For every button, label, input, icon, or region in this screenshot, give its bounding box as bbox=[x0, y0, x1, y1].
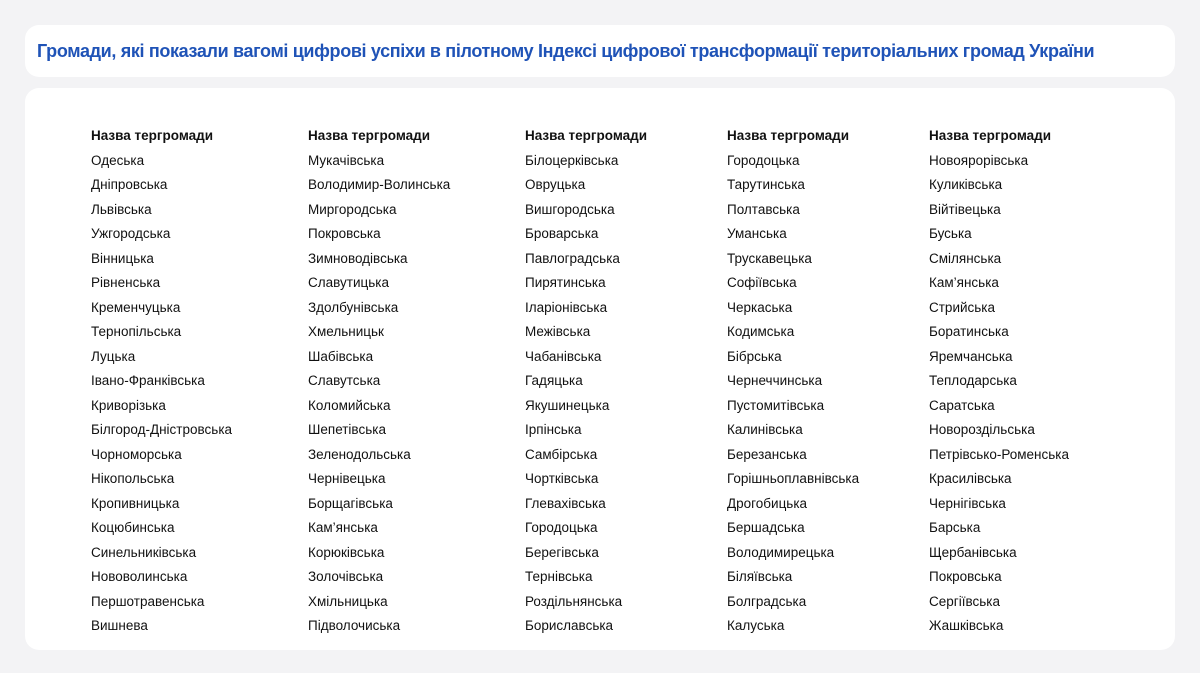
list-item: Володимир-Волинська bbox=[308, 177, 451, 192]
list-item: Чабанівська bbox=[525, 348, 602, 364]
list-item: Стрийська bbox=[929, 299, 996, 315]
list-item: Межівська bbox=[525, 324, 591, 339]
list-item: Уманська bbox=[727, 226, 787, 241]
list-item: Нововолинська bbox=[91, 569, 188, 584]
list-item: Трускавецька bbox=[727, 250, 812, 266]
communities-table bbox=[25, 88, 1175, 650]
list-item: Пустомитівська bbox=[727, 397, 825, 413]
list-item: Софіївська bbox=[727, 275, 797, 290]
list-item: Покровська bbox=[929, 569, 1002, 584]
list-item: Нікопольська bbox=[91, 471, 175, 486]
list-item: Синельниківська bbox=[91, 544, 197, 560]
list-item: Яремчанська bbox=[929, 348, 1013, 364]
list-item: Володимирецька bbox=[727, 544, 835, 560]
list-item: Новоярорівська bbox=[929, 152, 1029, 168]
list-item: Хмільницька bbox=[308, 593, 388, 609]
list-item: Зимноводівська bbox=[308, 250, 408, 266]
list-item: Хмельницьк bbox=[308, 324, 384, 339]
list-item: Калинівська bbox=[727, 422, 803, 437]
list-item: Чернеччинська bbox=[727, 373, 823, 388]
list-item: Городоцька bbox=[727, 152, 800, 168]
list-item: Гадяцька bbox=[525, 373, 583, 388]
list-item: Сергіївська bbox=[929, 593, 1000, 609]
list-item: Глевахівська bbox=[525, 495, 606, 511]
list-item: Луцька bbox=[91, 348, 136, 364]
list-item: Щербанівська bbox=[929, 544, 1017, 560]
list-item: Підволочиська bbox=[308, 618, 401, 633]
list-item: Березанська bbox=[727, 446, 807, 462]
list-item: Куликівська bbox=[929, 177, 1003, 192]
list-item: Зеленодольська bbox=[308, 446, 411, 462]
list-item: Покровська bbox=[308, 226, 381, 241]
title-card bbox=[25, 25, 1175, 77]
list-item: Тернівська bbox=[525, 569, 593, 584]
column-header: Назва тергромади bbox=[929, 128, 1052, 143]
column-2 bbox=[308, 125, 450, 640]
column-header: Назва тергромади bbox=[727, 128, 850, 143]
list-item: Болградська bbox=[727, 593, 807, 609]
list-item: Кодимська bbox=[727, 324, 795, 339]
list-item: Чорноморська bbox=[91, 446, 182, 462]
list-item: Бібрська bbox=[727, 348, 782, 364]
list-item: Чернігівська bbox=[929, 495, 1006, 511]
list-item: Біляївська bbox=[727, 569, 793, 584]
list-item: Чернівецька bbox=[308, 471, 386, 486]
list-item: Роздільнянська bbox=[525, 593, 623, 609]
list-item: Павлоградська bbox=[525, 250, 620, 266]
column-3 bbox=[525, 125, 647, 640]
list-item: Чортківська bbox=[525, 471, 599, 486]
list-item: Петрівсько-Роменська bbox=[929, 446, 1069, 462]
list-item: Львівська bbox=[91, 201, 152, 217]
list-item: Смілянська bbox=[929, 250, 1002, 266]
list-item: Саратська bbox=[929, 397, 995, 413]
column-header: Назва тергромади bbox=[525, 128, 648, 143]
list-item: Горішньоплавнівська bbox=[727, 471, 860, 486]
list-item: Буська bbox=[929, 226, 972, 241]
list-item: Іларіонівська bbox=[525, 299, 608, 315]
list-item: Дніпровська bbox=[91, 177, 168, 192]
list-item: Вишгородська bbox=[525, 201, 615, 217]
list-item: Шабівська bbox=[308, 348, 374, 364]
list-item: Коцюбинська bbox=[91, 520, 175, 535]
list-item: Одеська bbox=[91, 152, 145, 168]
list-item: Барська bbox=[929, 520, 981, 535]
list-item: Овруцька bbox=[525, 177, 586, 192]
list-item: Ужгородська bbox=[91, 226, 171, 241]
list-item: Борщагівська bbox=[308, 495, 393, 511]
list-item: Мукачівська bbox=[308, 152, 385, 168]
list-item: Тарутинська bbox=[727, 177, 805, 192]
list-item: Вишнева bbox=[91, 618, 148, 633]
column-header: Назва тергромади bbox=[308, 128, 431, 143]
list-item: Рівненська bbox=[91, 275, 161, 290]
list-item: Шепетівська bbox=[308, 422, 386, 437]
list-item: Якушинецька bbox=[525, 397, 610, 413]
list-item: Жашківська bbox=[929, 618, 1004, 633]
column-header: Назва тергромади bbox=[91, 128, 214, 143]
list-item: Боратинська bbox=[929, 324, 1009, 339]
column-4 bbox=[727, 125, 859, 640]
list-item: Славутська bbox=[308, 373, 381, 388]
list-item: Білгород-Дністровська bbox=[91, 422, 233, 437]
list-item: Тернопільська bbox=[91, 324, 182, 339]
list-item: Ірпінська bbox=[525, 422, 582, 437]
list-item: Коломийська bbox=[308, 397, 391, 413]
list-item: Калуська bbox=[727, 618, 785, 633]
list-item: Вінницька bbox=[91, 250, 154, 266]
list-item: Кременчуцька bbox=[91, 299, 181, 315]
list-item: Золочівська bbox=[308, 569, 384, 584]
list-item: Новороздільська bbox=[929, 422, 1035, 437]
list-item: Корюківська bbox=[308, 544, 385, 560]
list-item: Івано-Франківська bbox=[91, 373, 205, 388]
list-item: Здолбунівська bbox=[308, 299, 399, 315]
list-item: Кропивницька bbox=[91, 495, 180, 511]
list-item: Черкаська bbox=[727, 299, 793, 315]
list-item: Першотравенська bbox=[91, 593, 205, 609]
list-item: Городоцька bbox=[525, 520, 598, 535]
list-item: Красилівська bbox=[929, 471, 1012, 486]
list-item: Броварська bbox=[525, 226, 599, 241]
list-item: Полтавська bbox=[727, 201, 800, 217]
list-item: Самбірська bbox=[525, 446, 598, 462]
list-item: Бориславська bbox=[525, 618, 614, 633]
list-item: Славутицька bbox=[308, 275, 389, 290]
page-title: Громади, які показали вагомі цифрові успіхи в пілотному Індексі цифрової трансформації територіальних громад України bbox=[37, 40, 1095, 61]
column-1 bbox=[91, 125, 232, 640]
list-item: Миргородська bbox=[308, 201, 397, 217]
list-item: Бершадська bbox=[727, 520, 805, 535]
list-item: Війтівецька bbox=[929, 201, 1001, 217]
column-5 bbox=[929, 125, 1069, 640]
list-item: Дрогобицька bbox=[727, 495, 808, 511]
list-item: Кам’янська bbox=[308, 520, 378, 535]
list-item: Білоцерківська bbox=[525, 152, 619, 168]
list-item: Берегівська bbox=[525, 544, 599, 560]
list-item: Пирятинська bbox=[525, 275, 606, 290]
list-item: Кам’янська bbox=[929, 275, 999, 290]
list-item: Теплодарська bbox=[929, 373, 1017, 388]
list-item: Криворізька bbox=[91, 397, 166, 413]
